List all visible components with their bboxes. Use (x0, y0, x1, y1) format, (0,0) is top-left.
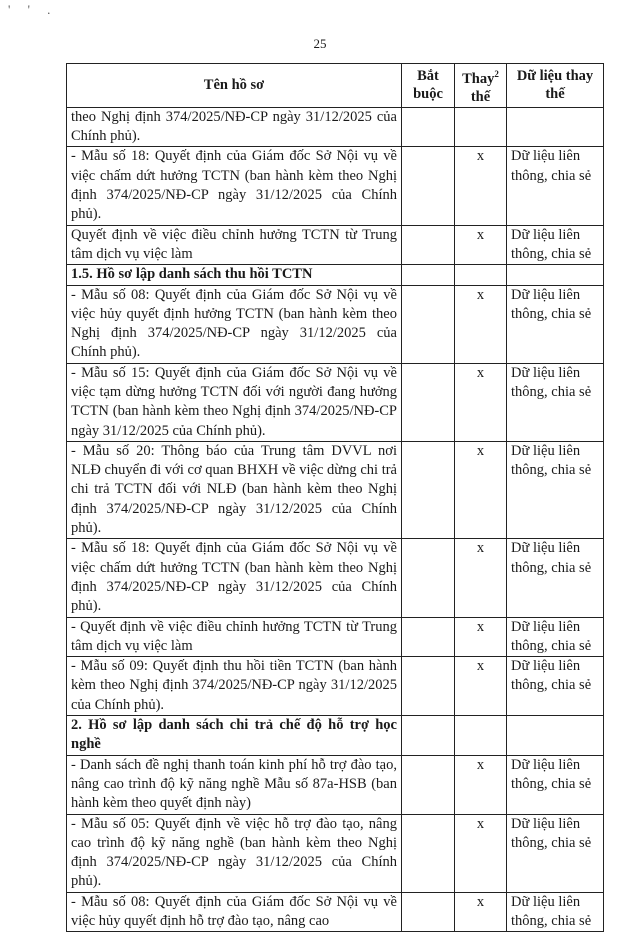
table-row (67, 441, 604, 538)
record-name-cell: 1.5. Hồ sơ lập danh sách thu hồi TCTN (67, 265, 402, 285)
required-cell (402, 657, 455, 716)
required-cell (402, 814, 455, 892)
data-replace-cell: Dữ liệu liên thông, chia sẻ (507, 285, 604, 363)
replace-cell: x (455, 617, 507, 657)
required-cell (402, 892, 455, 932)
record-name-cell: - Mẫu số 15: Quyết định của Giám đốc Sở Nội vụ về việc tạm dừng hưởng TCTN đối với người đang hưởng TCTN (ban hành kèm theo Nghị định 374/2025/NĐ-CP ngày 31/12/2025 của Chính phủ). (67, 363, 402, 441)
required-cell (402, 147, 455, 225)
record-name-cell: - Mẫu số 09: Quyết định thu hồi tiền TCTN (ban hành kèm theo Nghị định 374/2025/NĐ-CP ngày 31/12/2025 của Chính phủ). (67, 657, 402, 716)
replace-cell (455, 716, 507, 756)
table-row (67, 265, 604, 285)
replace-cell: x (455, 147, 507, 225)
required-cell (402, 755, 455, 814)
header-record-name: Tên hồ sơ (67, 64, 402, 108)
data-replace-cell: Dữ liệu liên thông, chia sẻ (507, 225, 604, 265)
table-row (67, 363, 604, 441)
record-name-cell: - Quyết định về việc điều chỉnh hưởng TCTN từ Trung tâm dịch vụ việc làm (67, 617, 402, 657)
record-name-cell: - Mẫu số 20: Thông báo của Trung tâm DVVL nơi NLĐ chuyển đi với cơ quan BHXH về việc dừng chi trả chi trả TCTN đối với NLĐ (ban hành kèm theo Nghị định 374/2025/NĐ-CP ngày 31/12/2025 của Chính phủ). (67, 441, 402, 538)
data-replace-cell (507, 716, 604, 756)
data-replace-cell: Dữ liệu liên thông, chia sẻ (507, 657, 604, 716)
table-row (67, 657, 604, 716)
required-cell (402, 225, 455, 265)
data-replace-cell: Dữ liệu liên thông, chia sẻ (507, 441, 604, 538)
replace-cell: x (455, 892, 507, 932)
table-row (67, 716, 604, 756)
replace-cell: x (455, 814, 507, 892)
replace-cell: x (455, 539, 507, 617)
table-row (67, 539, 604, 617)
header-required: Bắt buộc (402, 64, 455, 108)
table-row (67, 755, 604, 814)
data-replace-cell: Dữ liệu liên thông, chia sẻ (507, 814, 604, 892)
record-name-cell: - Mẫu số 18: Quyết định của Giám đốc Sở Nội vụ về việc chấm dứt hưởng TCTN (ban hành kèm theo Nghị định 374/2025/NĐ-CP ngày 31/12/2025 của Chính phủ). (67, 539, 402, 617)
replace-cell: x (455, 657, 507, 716)
replace-cell: x (455, 225, 507, 265)
record-name-cell: - Mẫu số 08: Quyết định của Giám đốc Sở Nội vụ về việc hủy quyết định hỗ trợ đào tạo, nâng cao (67, 892, 402, 932)
table-row (67, 814, 604, 892)
record-name-cell: 2. Hồ sơ lập danh sách chi trả chế độ hỗ trợ học nghề (67, 716, 402, 756)
required-cell (402, 539, 455, 617)
table-row (67, 107, 604, 147)
replace-cell: x (455, 755, 507, 814)
required-cell (402, 285, 455, 363)
table-row (67, 285, 604, 363)
record-name-cell: - Danh sách đề nghị thanh toán kinh phí hỗ trợ đào tạo, nâng cao trình độ kỹ năng nghề Mẫu số 87a-HSB (ban hành kèm theo quyết định này) (67, 755, 402, 814)
replace-cell: x (455, 285, 507, 363)
data-replace-cell: Dữ liệu liên thông, chia sẻ (507, 539, 604, 617)
data-replace-cell: Dữ liệu liên thông, chia sẻ (507, 147, 604, 225)
page-number: 25 (313, 36, 327, 51)
table-row (67, 892, 604, 932)
data-replace-cell (507, 107, 604, 147)
required-cell (402, 265, 455, 285)
data-replace-cell: Dữ liệu liên thông, chia sẻ (507, 617, 604, 657)
header-data-replace: Dữ liệu thay thế (507, 64, 604, 108)
records-table (66, 63, 604, 932)
replace-cell: x (455, 441, 507, 538)
record-name-cell: theo Nghị định 374/2025/NĐ-CP ngày 31/12/2025 của Chính phủ). (67, 107, 402, 147)
header-replace: Thay$^2$ thế (455, 64, 507, 108)
replace-cell (455, 107, 507, 147)
record-name-cell: - Mẫu số 08: Quyết định của Giám đốc Sở Nội vụ về việc hủy quyết định hưởng TCTN (ban hành kèm theo Nghị định 374/2025/NĐ-CP ngày 31/12/2025 của Chính phủ). (67, 285, 402, 363)
data-replace-cell: Dữ liệu liên thông, chia sẻ (507, 892, 604, 932)
record-name-cell: - Mẫu số 18: Quyết định của Giám đốc Sở Nội vụ về việc chấm dứt hưởng TCTN (ban hành kèm theo Nghị định 374/2025/NĐ-CP ngày 31/12/2025 của Chính phủ). (67, 147, 402, 225)
table-row (67, 225, 604, 265)
data-replace-cell: Dữ liệu liên thông, chia sẻ (507, 363, 604, 441)
required-cell (402, 617, 455, 657)
table-row (67, 617, 604, 657)
table-row (67, 147, 604, 225)
required-cell (402, 441, 455, 538)
required-cell (402, 363, 455, 441)
data-replace-cell (507, 265, 604, 285)
table-body (67, 107, 604, 931)
data-replace-cell: Dữ liệu liên thông, chia sẻ (507, 755, 604, 814)
record-name-cell: Quyết định về việc điều chỉnh hưởng TCTN từ Trung tâm dịch vụ việc làm (67, 225, 402, 265)
record-name-cell: - Mẫu số 05: Quyết định về việc hỗ trợ đào tạo, nâng cao trình độ kỹ năng nghề (ban hành kèm theo Nghị định 374/2025/NĐ-CP ngày 31/12/2025 của Chính phủ). (67, 814, 402, 892)
footnote-mark: 2 (494, 69, 499, 79)
required-cell (402, 107, 455, 147)
required-cell (402, 716, 455, 756)
replace-cell: x (455, 363, 507, 441)
header-marks: ' ' . (8, 2, 58, 17)
replace-cell (455, 265, 507, 285)
table-header-row (67, 64, 604, 108)
